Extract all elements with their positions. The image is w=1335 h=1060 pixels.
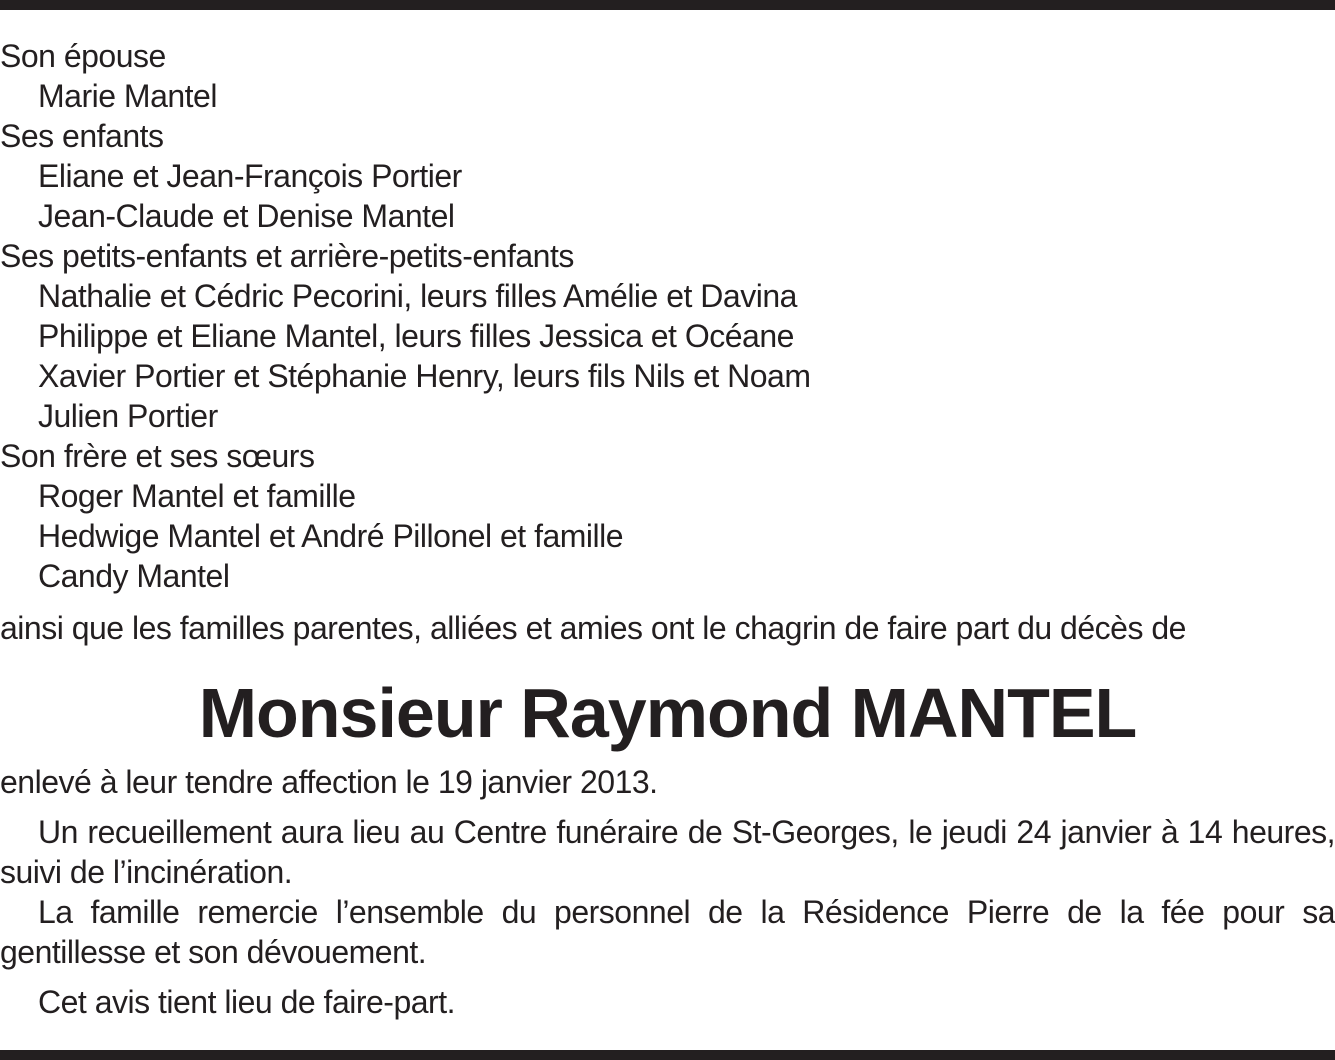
family-member: Xavier Portier et Stéphanie Henry, leurs fils Nils et Noam <box>38 358 811 394</box>
family-group-label: Son frère et ses sœurs <box>0 438 315 474</box>
family-member: Philippe et Eliane Mantel, leurs filles Jessica et Océane <box>38 318 794 354</box>
thanks-paragraph: La famille remercie l’ensemble du personnel de la Résidence Pierre de la fée pour sa gentillesse et son dévouement. <box>0 894 1335 970</box>
family-member: Nathalie et Cédric Pecorini, leurs filles Amélie et Davina <box>38 278 797 314</box>
family-member: Eliane et Jean-François Portier <box>38 158 462 194</box>
family-group-label: Son épouse <box>0 38 166 74</box>
family-member: Jean-Claude et Denise Mantel <box>38 198 455 234</box>
family-member: Julien Portier <box>38 398 218 434</box>
announcement-intro: ainsi que les familles parentes, alliées et amies ont le chagrin de faire part du décès de <box>0 610 1186 646</box>
obituary-notice <box>0 36 1335 1022</box>
top-rule <box>0 0 1335 10</box>
family-group-label: Ses petits-enfants et arrière-petits-enfants <box>0 238 574 274</box>
family-list <box>0 36 1335 596</box>
family-member: Hedwige Mantel et André Pillonel et famille <box>38 518 624 554</box>
closing-paragraph: Cet avis tient lieu de faire-part. <box>38 984 455 1020</box>
family-member: Marie Mantel <box>38 78 217 114</box>
family-group-label: Ses enfants <box>0 118 164 154</box>
family-member: Candy Mantel <box>38 558 230 594</box>
family-member: Roger Mantel et famille <box>38 478 356 514</box>
deceased-name: Monsieur Raymond MANTEL <box>198 674 1137 752</box>
death-date-line: enlevé à leur tendre affection le 19 janvier 2013. <box>0 764 658 800</box>
ceremony-paragraph: Un recueillement aura lieu au Centre funéraire de St-Georges, le jeudi 24 janvier à 14 heures, suivi de l’incinération. <box>0 814 1335 890</box>
bottom-rule <box>0 1050 1335 1060</box>
